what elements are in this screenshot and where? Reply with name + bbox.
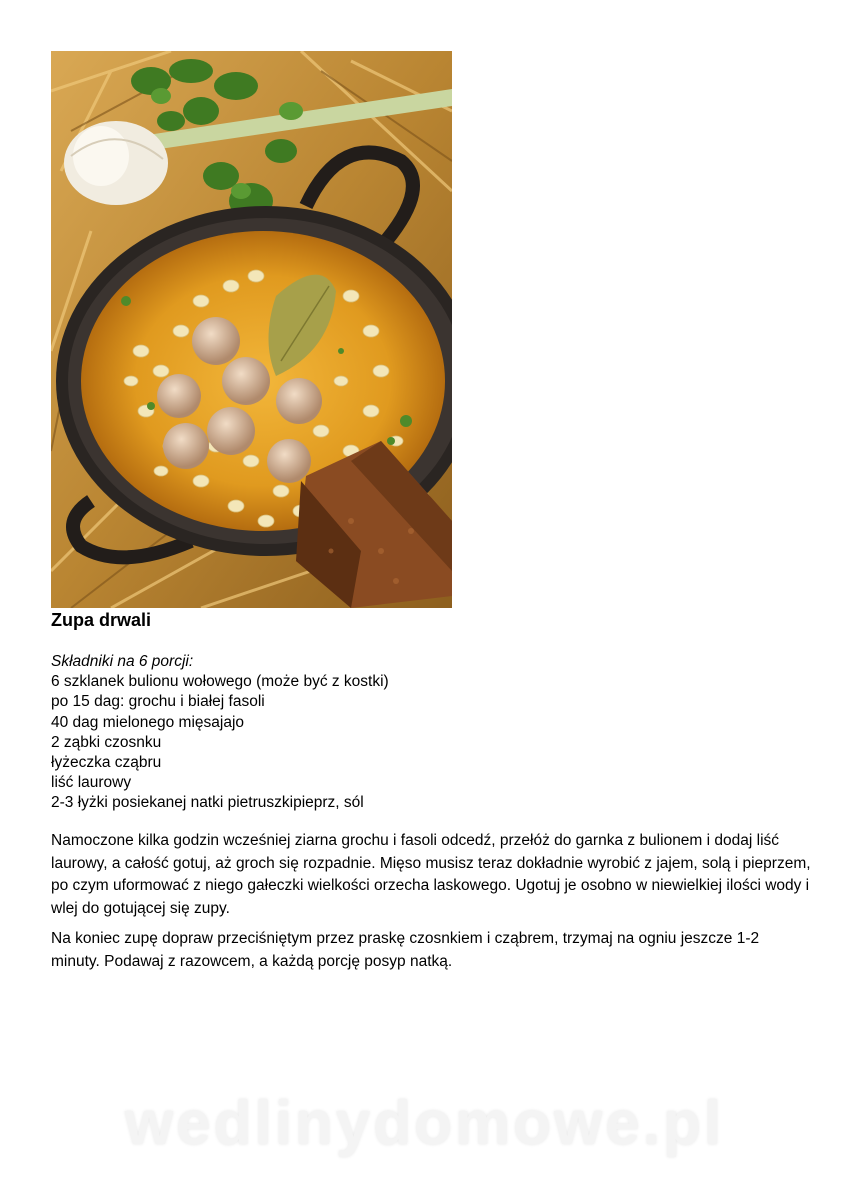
- recipe-title: Zupa drwali: [51, 610, 152, 630]
- ingredients-list: [51, 652, 389, 814]
- ingredient-item: 2 ząbki czosnku: [51, 733, 162, 751]
- ingredient-item: liść laurowy: [51, 774, 132, 792]
- instructions-paragraph: Na koniec zupę dopraw przeciśniętym przez praskę czosnkiem i cząbrem, trzymaj na ogniu jeszcze 1-2 minuty. Podawaj z razowcem, a każdą porcję posyp natką.: [51, 930, 760, 970]
- watermark: wedlinydomowe.pl: [124, 1089, 725, 1158]
- soup-photo: [51, 51, 452, 608]
- ingredients-heading: Składniki na 6 porcji:: [51, 653, 194, 670]
- ingredient-item: 40 dag mielonego mięsajajo: [51, 713, 245, 731]
- instructions-paragraph: Namoczone kilka godzin wcześniej ziarna grochu i fasoli odcedź, przełóż do garnka z bulionem i dodaj liść laurowy, a całość gotuj, aż groch się rozpadnie. Mięso musisz teraz dokładnie wyrobić z jajem, solą i pieprzem, po czym uformować z niego gałeczki wielkości orzecha laskowego. Ugotuj je osobno w niewielkiej ilości wody i wlej do gotującej się zupy.: [51, 832, 811, 917]
- ingredient-item: łyżeczka cząbru: [51, 754, 162, 772]
- ingredient-item: 2-3 łyżki posiekanej natki pietruszkipieprz, sól: [51, 794, 364, 812]
- ingredient-item: 6 szklanek bulionu wołowego (może być z kostki): [51, 673, 389, 691]
- ingredient-item: po 15 dag: grochu i białej fasoli: [51, 693, 265, 711]
